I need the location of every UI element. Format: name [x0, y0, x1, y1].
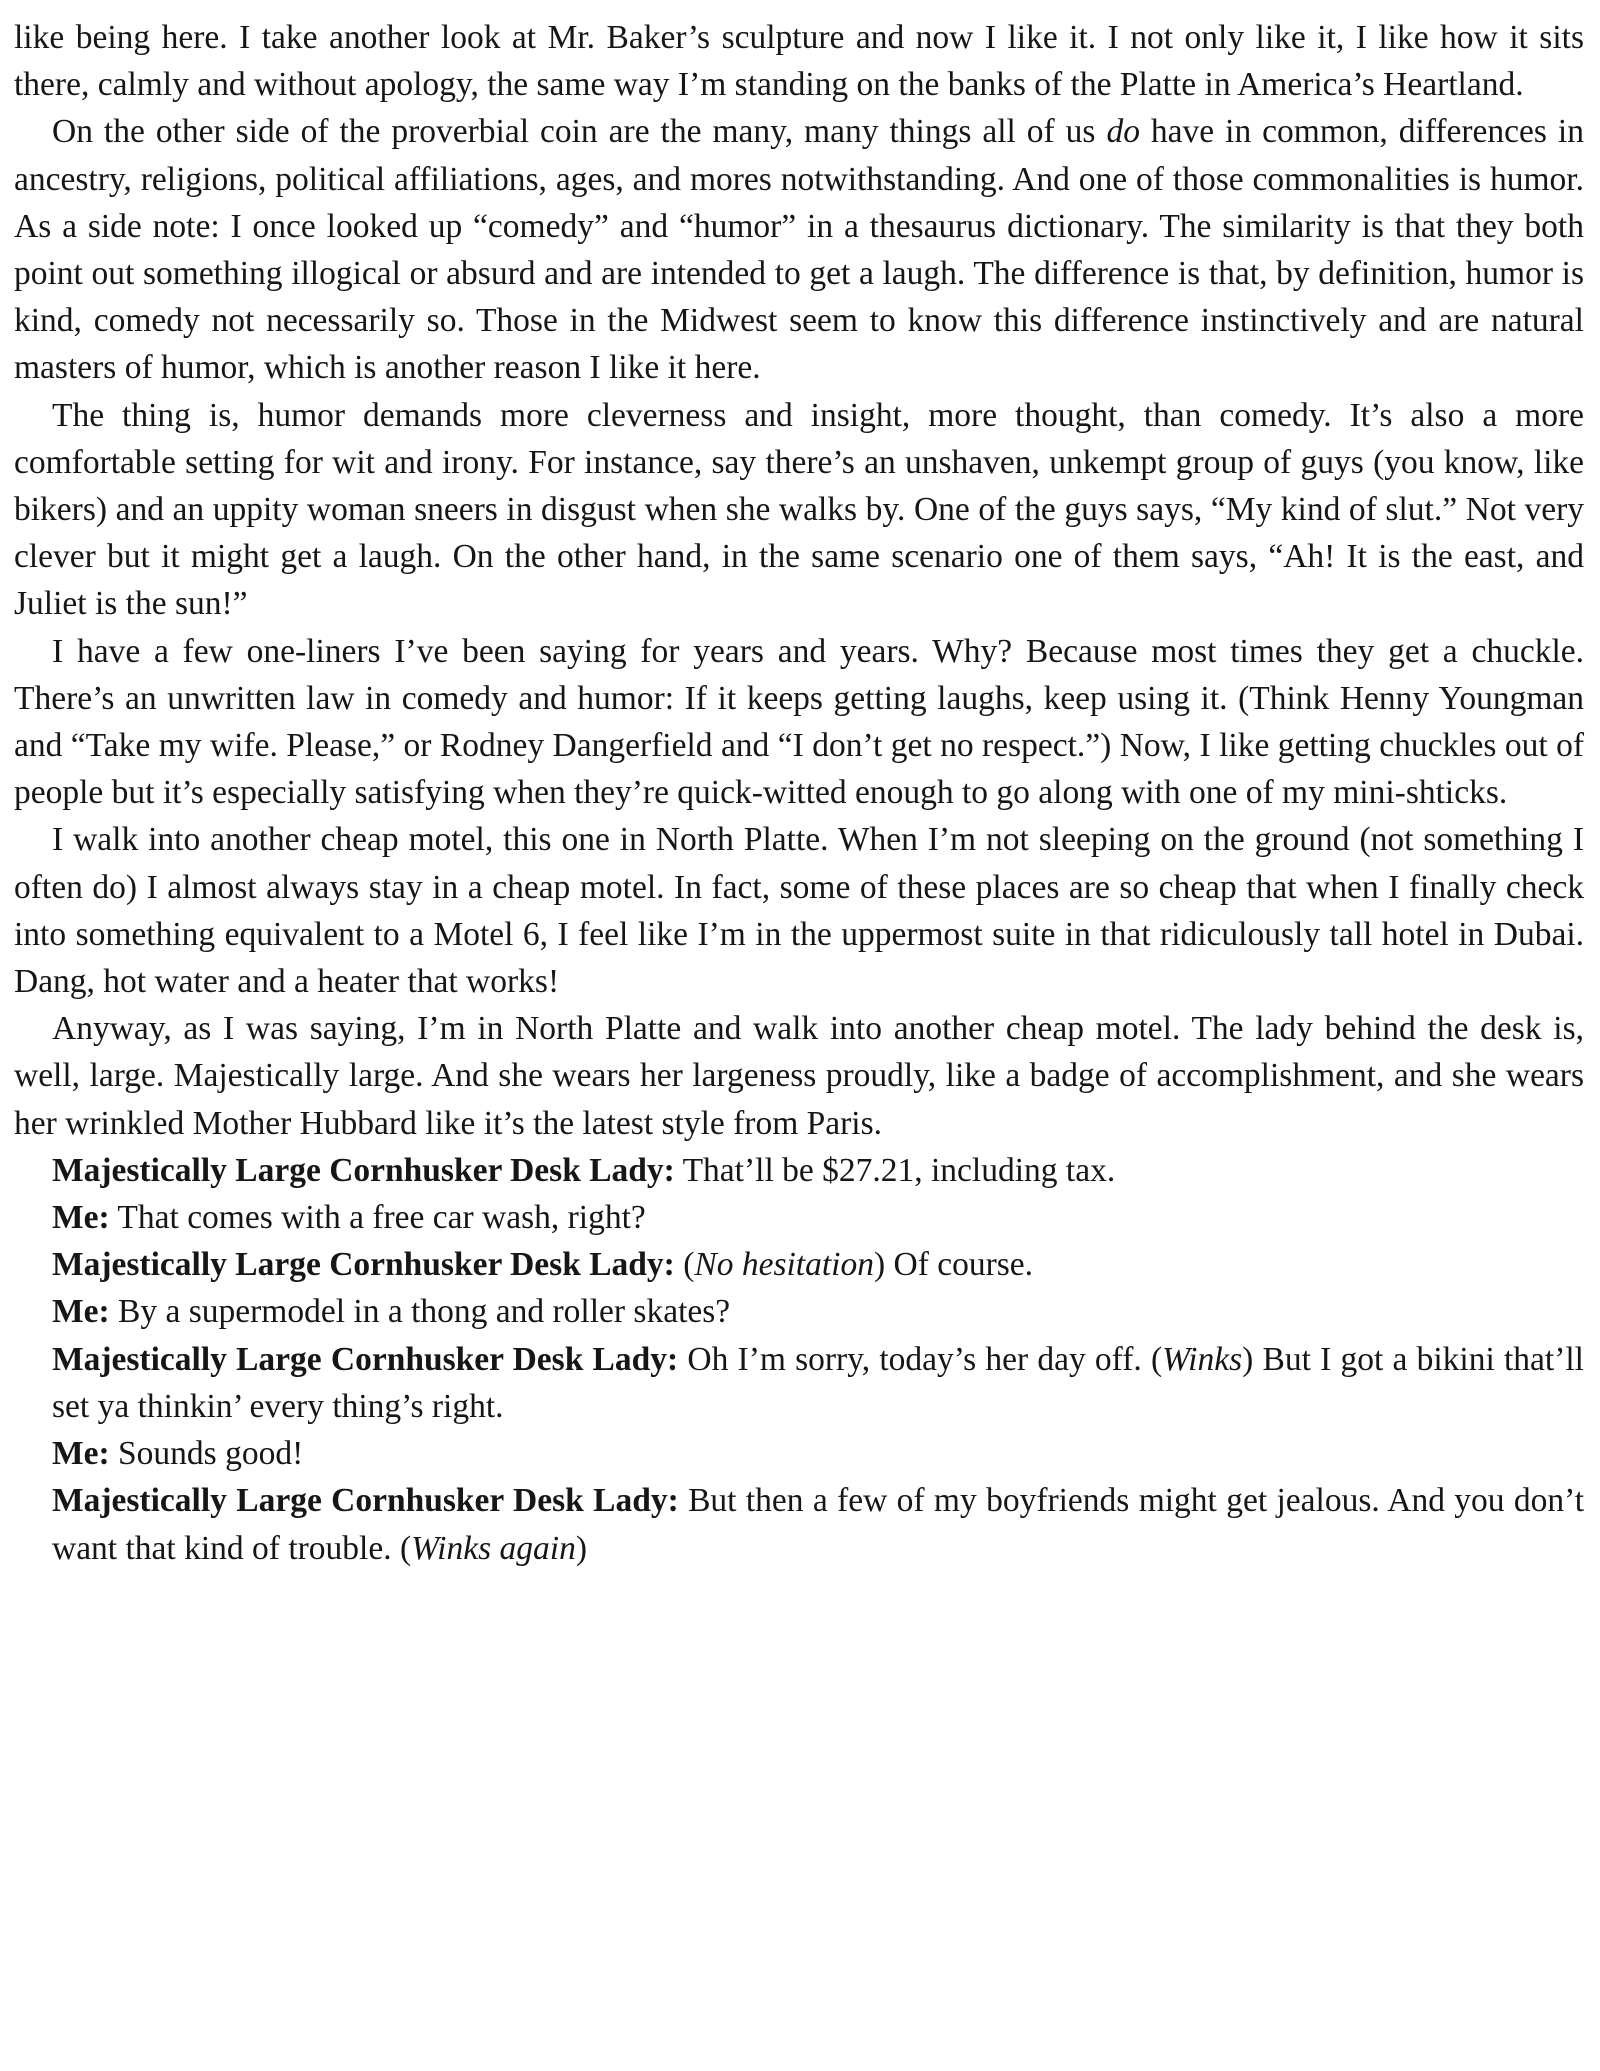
dialogue-text: But then a few of my boyfriends might get jealous. And you don’t want that kind of trouble. (: [52, 1482, 1585, 1567]
paragraph-continuation: [14, 14, 1584, 108]
dialogue-speaker: Majestically Large Cornhusker Desk Lady:: [52, 1151, 675, 1189]
dialogue-line: [14, 1147, 1584, 1194]
dialogue-text: That comes with a free car wash, right?: [109, 1199, 646, 1237]
dialogue-line: [14, 1194, 1584, 1241]
stage-direction: No hesitation: [694, 1246, 874, 1284]
emphasis-text: do: [1106, 113, 1140, 151]
dialogue-text: ): [575, 1529, 587, 1567]
paragraph-humor-cleverness: [14, 392, 1584, 628]
dialogue-speaker: Majestically Large Cornhusker Desk Lady:: [52, 1246, 675, 1284]
paragraph-text: have in common, differences in ancestry, religions, political affiliations, ages, and mores notwithstanding. And one of those commonalities is humor. As a side note: I once looked up “comedy” and “humor” in a thesaurus dictionary. The similarity is that they both point out something illogical or absurd and are intended to get a laugh. The difference is that, by definition, humor is kind, comedy not necessarily so. Those in the Midwest seem to know this difference instinctively and are natural masters of humor, which is another reason I like it here.: [14, 113, 1584, 387]
paragraph-one-liners: [14, 628, 1584, 817]
dialogue-line: [14, 1241, 1584, 1288]
dialogue-speaker: Me:: [52, 1199, 110, 1237]
paragraph-text: On the other side of the proverbial coin are the many, many things all of us: [52, 113, 1107, 151]
stage-direction: Winks: [1162, 1340, 1243, 1378]
dialogue-text: (: [674, 1246, 695, 1284]
paragraph-desk-lady: [14, 1005, 1584, 1147]
dialogue-text: Oh I’m sorry, today’s her day off. (: [678, 1340, 1163, 1378]
dialogue-speaker: Majestically Large Cornhusker Desk Lady:: [52, 1340, 679, 1378]
dialogue-line: [14, 1477, 1584, 1571]
dialogue-text: ) Of course.: [873, 1246, 1034, 1284]
paragraph-text: like being here. I take another look at Mr. Baker’s sculpture and now I like it. I not only like it, I like how it sits there, calmly and without apology, the same way I’m standing on the banks of the Platte in America’s Heartland.: [14, 19, 1584, 104]
dialogue-line: [14, 1430, 1584, 1477]
dialogue-speaker: Me:: [52, 1435, 110, 1473]
paragraph-common-things: [14, 108, 1584, 391]
dialogue-text: Sounds good!: [109, 1435, 304, 1473]
dialogue-text: ) But I got a bikini that’ll set ya thinkin’ every thing’s right.: [52, 1340, 1584, 1425]
paragraph-text: The thing is, humor demands more cleverness and insight, more thought, than comedy. It’s also a more comfortable setting for wit and irony. For instance, say there’s an unshaven, unkempt group of guys (you know, like bikers) and an uppity woman sneers in disgust when she walks by. One of the guys says, “My kind of slut.” Not very clever but it might get a laugh. On the other hand, in the same scenario one of them says, “Ah! It is the east, and Juliet is the sun!”: [14, 396, 1584, 623]
dialogue-text: By a supermodel in a thong and roller skates?: [109, 1293, 731, 1331]
dialogue-line: [14, 1336, 1584, 1430]
paragraph-text: I have a few one-liners I’ve been saying for years and years. Why? Because most times they get a chuckle. There’s an unwritten law in comedy and humor: If it keeps getting laughs, keep using it. (Think Henny Youngman and “Take my wife. Please,” or Rodney Dangerfield and “I don’t get no respect.”) Now, I like getting chuckles out of people but it’s especially satisfying when they’re quick-witted enough to go along with one of my mini-shticks.: [14, 632, 1584, 812]
dialogue-speaker: Majestically Large Cornhusker Desk Lady:: [52, 1482, 679, 1520]
paragraph-text: I walk into another cheap motel, this one in North Platte. When I’m not sleeping on the ground (not something I often do) I almost always stay in a cheap motel. In fact, some of these places are so cheap that when I finally check into something equivalent to a Motel 6, I feel like I’m in the uppermost suite in that ridiculously tall hotel in Dubai. Dang, hot water and a heater that works!: [14, 821, 1584, 1001]
dialogue-speaker: Me:: [52, 1293, 110, 1331]
dialogue-line: [14, 1288, 1584, 1335]
book-page: [14, 14, 1584, 1572]
stage-direction: Winks again: [411, 1529, 576, 1567]
paragraph-cheap-motel: [14, 816, 1584, 1005]
paragraph-text: Anyway, as I was saying, I’m in North Platte and walk into another cheap motel. The lady behind the desk is, well, large. Majestically large. And she wears her largeness proudly, like a badge of accomplishment, and she wears her wrinkled Mother Hubbard like it’s the latest style from Paris.: [14, 1010, 1584, 1142]
dialogue-text: That’ll be $27.21, including tax.: [674, 1151, 1116, 1189]
